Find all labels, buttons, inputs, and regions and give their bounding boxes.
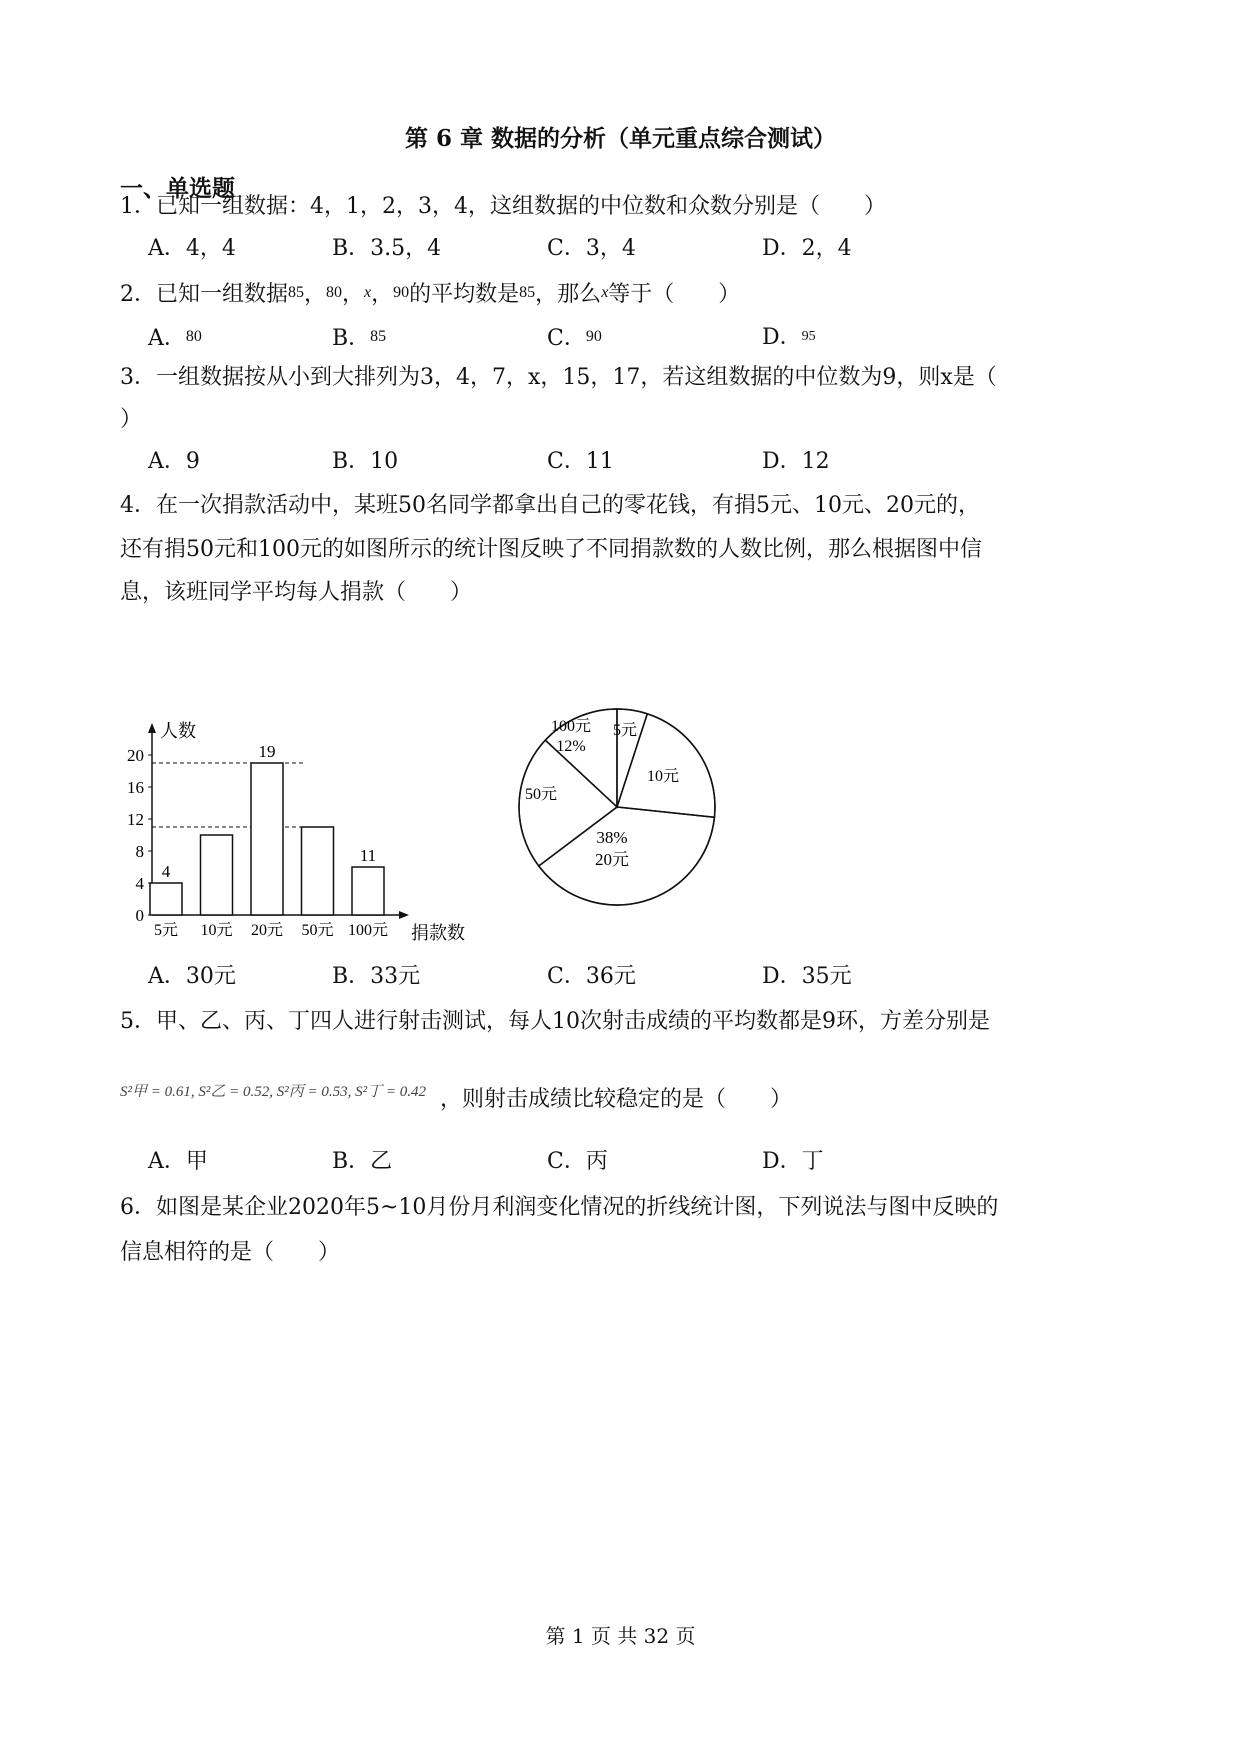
q2-option-c: C．90 [547, 326, 602, 351]
question-1-stem: 1．已知一组数据：4，1，2，3，4，这组数据的中位数和众数分别是（ ） [120, 194, 886, 219]
section-heading: 一、单选题 [120, 175, 235, 202]
bar [302, 827, 334, 915]
question-3-stem-line2: ） [120, 407, 143, 432]
q1-option-a: A．4，4 [148, 236, 236, 261]
question-4-stem-line1: 4．在一次捐款活动中，某班50名同学都拿出自己的零花钱，有捐5元、10元、20元的， [120, 493, 980, 518]
q3-option-d: D．12 [762, 449, 830, 474]
bar [352, 867, 384, 915]
question-3-stem-line1: 3．一组数据按从小到大排列为3，4，7，x，15，17，若这组数据的中位数为9，则x是（ [120, 365, 997, 390]
pie-slice-label: 5元 [612, 722, 638, 739]
q2-value-5: 85 [519, 284, 536, 301]
q5-option-c: C．丙 [547, 1149, 608, 1174]
x-axis-label: 捐款数 [411, 923, 465, 943]
bar-value-label: 4 [161, 862, 171, 881]
q2-option-a: A．80 [148, 326, 202, 351]
page-footer: 第 1 页 共 32 页 [545, 1624, 696, 1648]
y-tick-label: 0 [135, 906, 144, 925]
x-tick-label: 5元 [153, 922, 179, 939]
y-tick-label: 8 [135, 842, 144, 861]
bar [201, 835, 233, 915]
q5-option-d: D．丁 [762, 1149, 824, 1174]
question-2-stem: 2．已知一组数据85，80，x，90的平均数是85，那么x等于（ ） [120, 282, 741, 307]
x-tick-label: 20元 [250, 922, 284, 939]
bar-value-label: 11 [359, 846, 377, 865]
x-tick-label: 10元 [200, 922, 233, 939]
page-title: 第 6 章 数据的分析（单元重点综合测试） [404, 125, 837, 152]
y-tick-label: 20 [127, 746, 144, 765]
y-axis-arrow [148, 723, 156, 733]
q2-option-d: D．95 [762, 325, 816, 350]
x-tick-label: 100元 [347, 922, 389, 939]
q2-option-b: B．85 [332, 326, 387, 351]
q2-stem-d: 等于（ ） [608, 282, 741, 307]
q2-stem-a: 2．已知一组数据 [120, 282, 288, 307]
q1-option-c: C．3，4 [547, 236, 636, 261]
y-axis-label: 人数 [160, 721, 196, 741]
pie-slice-percent: 38% [596, 828, 628, 847]
y-tick-label: 4 [135, 874, 144, 893]
y-tick-label: 12 [127, 810, 144, 829]
pie-chart [505, 695, 730, 920]
question-4-stem-line2: 还有捐50元和100元的如图所示的统计图反映了不同捐款数的人数比例，那么根据图中信 [120, 537, 982, 562]
x-tick-label: 50元 [301, 922, 334, 939]
y-tick-label: 16 [127, 778, 144, 797]
q1-option-d: D．2，4 [762, 236, 852, 261]
q4-option-b: B．33元 [332, 964, 421, 989]
variance-formula: S²甲 = 0.61, S²乙 = 0.52, S²丙 = 0.53, S²丁 = 0.42 [120, 1084, 426, 1100]
pie-slice-label: 50元 [524, 786, 558, 803]
q4-option-d: D．35元 [762, 964, 852, 989]
q2-value-3: x [364, 284, 372, 301]
bar [150, 883, 182, 915]
q2-value-4: 90 [393, 284, 410, 301]
q2-value-6: x [601, 284, 609, 301]
question-6-stem-line2: 信息相符的是（ ） [120, 1240, 341, 1265]
bar-chart [120, 690, 520, 950]
q2-stem-c: ，那么 [535, 282, 602, 307]
question-5-stem-line1: 5．甲、乙、丙、丁四人进行射击测试，每人10次射击成绩的平均数都是9环，方差分别是 [120, 1009, 990, 1034]
q2-value-1: 85 [288, 284, 304, 301]
q2-stem-b: 的平均数是 [409, 282, 520, 307]
pie-slice-label: 10元 [646, 768, 680, 785]
q5-option-b: B．乙 [332, 1149, 393, 1174]
x-axis-arrow [399, 911, 409, 919]
question-6-stem-line1: 6．如图是某企业2020年5~10月份月利润变化情况的折线统计图，下列说法与图中反映的 [120, 1195, 999, 1220]
q5-option-a: A．甲 [148, 1149, 208, 1174]
q3-option-a: A．9 [148, 449, 200, 474]
q3-option-c: C．11 [547, 449, 614, 474]
q1-option-b: B．3.5，4 [332, 236, 442, 261]
q4-option-a: A．30元 [148, 964, 236, 989]
pie-slice-label: 100元 [550, 718, 592, 735]
bar [251, 763, 283, 915]
q3-option-b: B．10 [332, 449, 399, 474]
question-4-stem-line3: 息，该班同学平均每人捐款（ ） [120, 580, 473, 605]
pie-slice-label: 20元 [595, 850, 629, 869]
bar-value-label: 19 [258, 742, 276, 761]
pie-slice-percent: 12% [556, 738, 586, 755]
q2-value-2: 80 [326, 284, 343, 301]
q4-option-c: C．36元 [547, 964, 636, 989]
question-5-stem-line2: ，则射击成绩比较稳定的是（ ） [440, 1087, 793, 1112]
